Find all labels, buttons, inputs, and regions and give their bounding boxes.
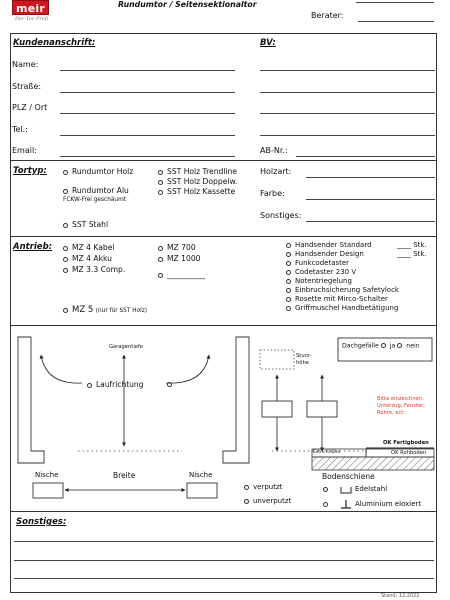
radio-icon[interactable] xyxy=(63,170,68,175)
radio-icon[interactable] xyxy=(286,306,291,311)
tortyp-heading: Tortyp: xyxy=(13,166,47,176)
radio-icon[interactable] xyxy=(323,502,328,507)
berater-label: Berater: xyxy=(311,11,344,20)
zubehoer-codetaster[interactable]: Codetaster 230 V xyxy=(286,269,356,276)
ok-rohboden-label: OK Rohboden xyxy=(391,450,427,456)
sonstiges-line-3[interactable] xyxy=(14,578,434,579)
stk-standard[interactable]: ____ Stk. xyxy=(397,241,427,249)
radio-icon[interactable] xyxy=(63,257,68,262)
radio-icon[interactable] xyxy=(397,343,402,348)
radio-icon[interactable] xyxy=(286,252,291,257)
antrieb-mz1000[interactable]: MZ 1000 xyxy=(158,255,201,263)
sturzhoehe-box xyxy=(260,350,294,369)
radio-icon[interactable] xyxy=(286,279,291,284)
sonstiges-section xyxy=(10,511,437,593)
nische-right-label: Nische xyxy=(189,471,213,479)
antrieb-mz4-kabel[interactable]: MZ 4 Kabel xyxy=(63,244,115,252)
radio-icon[interactable] xyxy=(244,499,249,504)
antrieb-custom[interactable]: __________ xyxy=(158,271,205,279)
zubehoer-funkcodetaster[interactable]: Funkcodetaster xyxy=(286,260,349,267)
radio-icon[interactable] xyxy=(381,343,386,348)
radio-icon[interactable] xyxy=(63,308,68,313)
sonstiges-tortyp-field[interactable] xyxy=(306,221,435,222)
radio-icon[interactable] xyxy=(167,382,172,387)
garagentiefe-label: Garagentiefe xyxy=(109,344,143,350)
zubehoer-griffmuschel[interactable]: Griffmuschel Handbetätigung xyxy=(286,305,398,312)
stk-design[interactable]: ____ Stk. xyxy=(397,250,427,258)
plz-ort-label: PLZ / Ort xyxy=(12,103,48,112)
farbe-label: Farbe: xyxy=(260,189,285,198)
bv-line-4[interactable] xyxy=(260,135,435,136)
radio-icon[interactable] xyxy=(158,257,163,262)
fckw-note: FCKW-Frei geschäumt xyxy=(63,197,127,203)
radio-icon xyxy=(87,383,92,388)
laufrichtung-right-arrow xyxy=(166,355,209,383)
radio-icon[interactable] xyxy=(158,273,163,278)
zubehoer-safetylock[interactable]: Einbruchsicherung Safetylock xyxy=(286,287,399,294)
tortyp-sst-stahl[interactable]: SST Stahl xyxy=(63,221,108,229)
form-title: Rundumtor / Seitensektionaltor xyxy=(118,0,257,9)
sonstiges-tortyp-label: Sonstiges: xyxy=(260,211,302,220)
dachgefaelle-label: Dachgefälle ja nein xyxy=(342,342,420,350)
height-box-right xyxy=(307,401,337,417)
radio-icon[interactable] xyxy=(63,223,68,228)
zubehoer-rosette[interactable]: Rosette mit Mirco-Schalter xyxy=(286,296,388,303)
company-logo: meir xyxy=(12,0,49,15)
nische-left-box xyxy=(33,483,63,498)
strasse-field[interactable] xyxy=(60,92,235,93)
breite-label: Breite xyxy=(113,471,136,480)
nische-right-box xyxy=(187,483,217,498)
tortyp-sst-holz-kassette[interactable]: SST Holz Kassette xyxy=(158,188,235,196)
sonstiges-line-1[interactable] xyxy=(14,541,434,542)
radio-icon[interactable] xyxy=(158,180,163,185)
radio-icon[interactable] xyxy=(244,485,249,490)
bv-line-1[interactable] xyxy=(260,70,435,71)
ab-nr-label: AB-Nr.: xyxy=(260,146,288,155)
floor-hatch xyxy=(312,457,434,470)
tortyp-sst-holz-doppelw[interactable]: SST Holz Doppelw. xyxy=(158,178,237,186)
bv-heading: BV: xyxy=(260,38,276,48)
radio-icon[interactable] xyxy=(63,246,68,251)
radio-icon[interactable] xyxy=(286,288,291,293)
strasse-label: Straße: xyxy=(12,82,42,91)
unverputzt-option[interactable]: unverputzt xyxy=(244,498,291,505)
laufrichtung-left-arrow xyxy=(41,355,82,383)
laufrichtung-label: Laufrichtung xyxy=(87,381,143,389)
radio-icon[interactable] xyxy=(158,246,163,251)
sturzhoehe-label: Sturz- höhe xyxy=(296,353,312,366)
ab-nr-field[interactable] xyxy=(296,156,435,157)
radio-icon[interactable] xyxy=(323,487,328,492)
right-wall xyxy=(223,337,249,463)
email-field[interactable] xyxy=(60,156,235,157)
antrieb-heading: Antrieb: xyxy=(13,242,53,252)
aluminium-label: Aluminium eloxiert xyxy=(355,500,422,508)
radio-icon[interactable] xyxy=(286,243,291,248)
sonstiges-line-2[interactable] xyxy=(14,560,434,561)
nische-left-label: Nische xyxy=(35,471,59,479)
ok-fertigboden-label: OK Fertigboden xyxy=(383,440,429,446)
edelstahl-option[interactable] xyxy=(323,486,332,493)
company-tagline: Der Tor-Profi xyxy=(15,16,49,22)
zubehoer-handsender-standard[interactable]: Handsender Standard xyxy=(286,242,372,249)
zubehoer-handsender-design[interactable]: Handsender Design xyxy=(286,251,364,258)
edelstahl-icon xyxy=(341,487,351,493)
height-box-left xyxy=(262,401,292,417)
antrieb-mz5[interactable]: MZ 5 (nur für SST Holz) xyxy=(63,306,147,315)
sonstiges-heading: Sonstiges: xyxy=(16,517,67,527)
radio-icon[interactable] xyxy=(63,189,68,194)
zubehoer-notentriegelung[interactable]: Notentriegelung xyxy=(286,278,352,285)
bv-line-3[interactable] xyxy=(260,113,435,114)
radio-icon[interactable] xyxy=(286,261,291,266)
antrieb-mz33-comp[interactable]: MZ 3.3 Comp. xyxy=(63,266,125,274)
kunden-section xyxy=(10,33,437,161)
farbe-field[interactable] xyxy=(306,199,435,200)
radio-icon[interactable] xyxy=(158,170,163,175)
left-wall xyxy=(18,337,44,463)
email-label: Email: xyxy=(12,146,37,155)
radio-icon[interactable] xyxy=(63,268,68,273)
holzart-label: Holzart: xyxy=(260,167,292,176)
radio-icon[interactable] xyxy=(286,297,291,302)
name-label: Name: xyxy=(12,60,39,69)
header-top-line xyxy=(356,2,434,3)
aluminium-option[interactable] xyxy=(323,501,332,508)
tortyp-sst-holz-trendline[interactable]: SST Holz Trendline xyxy=(158,168,237,176)
name-field[interactable] xyxy=(60,70,235,71)
antrieb-mz700[interactable]: MZ 700 xyxy=(158,244,196,252)
footer-stand: Stand: 12.2022 xyxy=(381,593,420,599)
antrieb-mz4-akku[interactable]: MZ 4 Akku xyxy=(63,255,112,263)
edelstahl-label: Edelstahl xyxy=(355,485,388,493)
kunden-heading: Kundenanschrift: xyxy=(13,38,96,48)
bv-line-2[interactable] xyxy=(260,92,435,93)
plz-ort-field[interactable] xyxy=(60,113,235,114)
holzart-field[interactable] xyxy=(306,177,435,178)
tel-field[interactable] xyxy=(60,135,235,136)
laufrichtung-right-radio xyxy=(167,382,176,389)
radio-icon[interactable] xyxy=(158,190,163,195)
tortyp-rundumtor-alu[interactable]: Rundumtor Alu xyxy=(63,187,129,195)
verputzt-option[interactable]: verputzt xyxy=(244,484,282,491)
tortyp-rundumtor-holz[interactable]: Rundumtor Holz xyxy=(63,168,133,176)
bodenschiene-label: Bodenschiene xyxy=(322,472,375,481)
radio-icon[interactable] xyxy=(286,270,291,275)
estrichhoehe-label: Estrichhöhe xyxy=(313,450,341,455)
berater-line[interactable] xyxy=(358,21,434,22)
aluminium-icon xyxy=(341,500,351,508)
einzeichnen-note: Bitte einzeichnen: Unterzug, Fenster, Rohre, ect. xyxy=(377,396,425,417)
tel-label: Tel.: xyxy=(12,125,28,134)
garage-plan-diagram xyxy=(10,325,437,512)
